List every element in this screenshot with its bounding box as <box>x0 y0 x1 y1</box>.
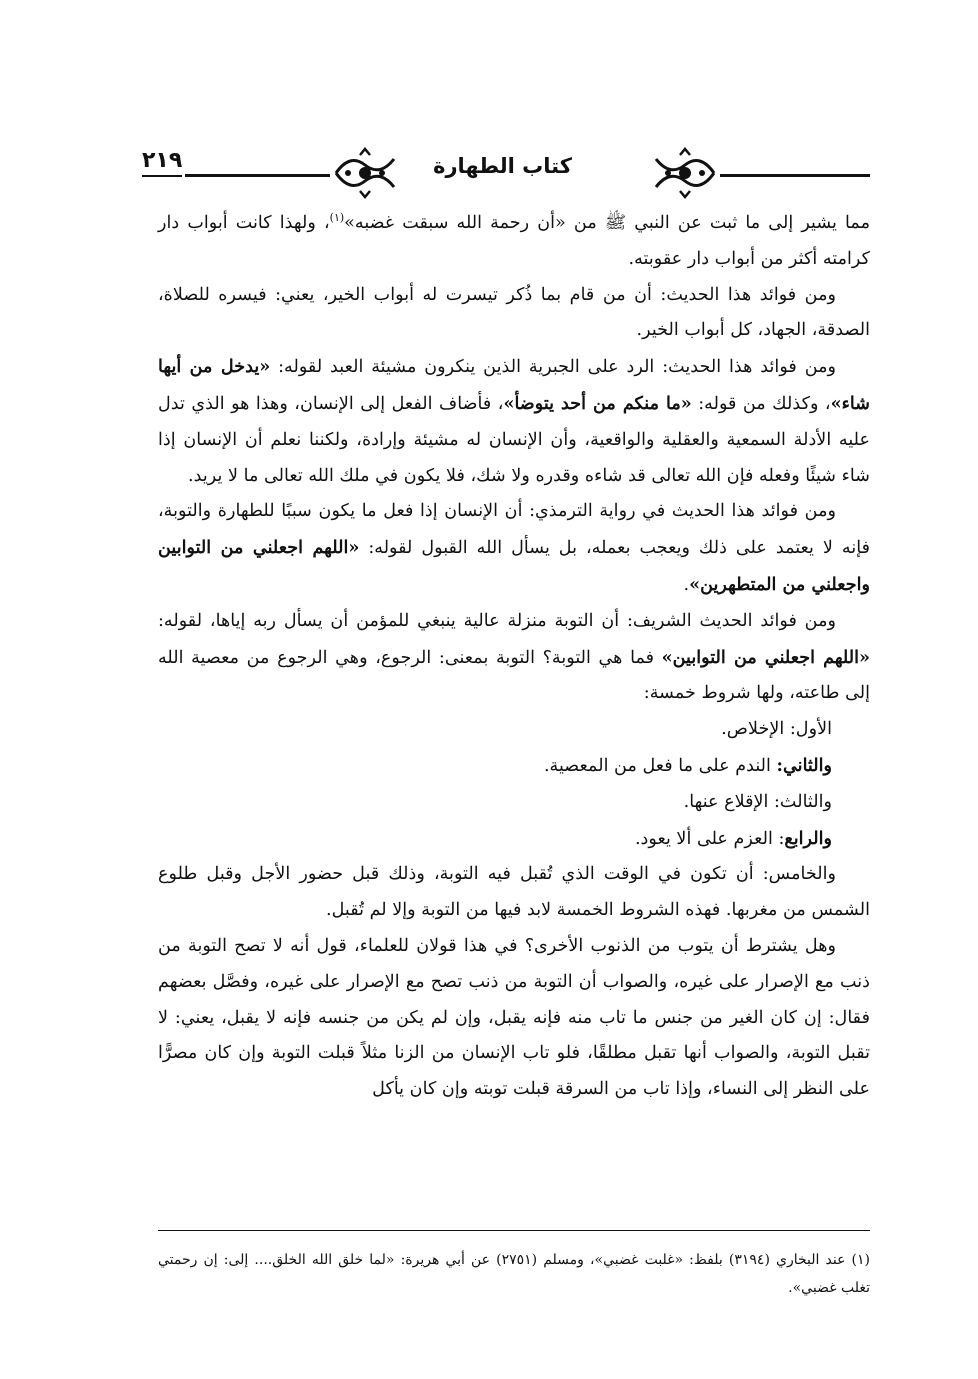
paragraph-text: ، وكذلك من قوله: <box>691 393 831 414</box>
hadith-quote: «يدخل من أيها شاء» <box>158 356 870 414</box>
header-ornament-right-icon <box>650 145 720 201</box>
paragraph <box>158 349 870 494</box>
header-rule-left <box>185 174 330 177</box>
paragraph-text: فما هي التوبة؟ التوبة بمعنى: الرجوع، وهي الرجوع من معصية الله إلى طاعته، ولها شروط خمسة: <box>158 647 870 704</box>
condition-label: والثاني: <box>776 754 832 776</box>
hadith-quote: «اللهم اجعلني من التوابين واجعلني من المتطهرين» <box>158 537 870 595</box>
footnote-marker: (١) <box>329 211 345 225</box>
paragraph-text: ومن فوائد الحديث الشريف: أن التوبة منزلة عالية ينبغي للمؤمن أن يسأل ربه إياها، لقوله: <box>158 610 836 631</box>
condition-text: : العزم على ألا يعود. <box>634 828 785 849</box>
condition-item: والثالث: الإقلاع عنها. <box>683 791 832 812</box>
hadith-quote: «ما منكم من أحد يتوضأ» <box>503 392 692 414</box>
paragraph-text: ، فأضاف الفعل إلى الإنسان، وهذا هو الذي تدل عليه الأدلة السمعية والعقلية والواقعية، وأن الإنسان له مشيئة وإرادة، ولكننا نعلم أن الإنسان إذا شاء شيئًا وفعله فإن الله تعالى قد شاءه وقدره ولا شك، فلا يكون في ملك الله تعالى ما لا يريد. <box>158 393 870 486</box>
main-text <box>158 206 870 1108</box>
footnote-divider <box>158 1230 870 1231</box>
paragraph: وهل يشترط أن يتوب من الذنوب الأخرى؟ في هذا قولان للعلماء، قول أنه لا تصح التوبة من ذنب مع الإصرار على غيره، والصواب أن التوبة من ذنب تصح مع الإصرار على غيره، وفصَّل بعضهم فقال: إن كان الغير من جنس ما تاب منه فإنه يقبل، وإن لم يكن من جنسه فإنه لا يقبل، يعني: لا تقبل التوبة، والصواب أنها تقبل مطلقًا، فلو تاب الإنسان من الزنا مثلاً قبلت التوبة وإن كان مصرًّا على النظر إلى النساء، وإذا تاب من السرقة قبلت توبته وإن كان يأكل <box>158 935 870 1100</box>
condition-item <box>158 748 870 785</box>
page-number: ٢١٩ <box>142 148 182 177</box>
condition-text: الندم على ما فعل من المعصية. <box>543 755 777 776</box>
header-ornament-left-icon <box>330 145 400 201</box>
paragraph-text: ، ولهذا كانت أبواب دار كرامته أكثر من أبواب دار عقوبته. <box>158 213 870 269</box>
paragraph-text: ومن فوائد هذا الحديث في رواية الترمذي: أن الإنسان إذا فعل ما يكون سببًا للطهارة والتوبة، فإنه لا يعتمد على ذلك ويعجب بعمله، بل يسأل الله القبول لقوله: <box>158 501 870 559</box>
header-rule-right <box>720 174 870 177</box>
page-header <box>130 140 875 210</box>
paragraph: والخامس: أن تكون في الوقت الذي تُقبل فيه التوبة، وذلك قبل حضور الأجل وقبل طلوع الشمس من مغربها. فهذه الشروط الخمسة لابد فيها من التوبة وإلا لم تُقبل. <box>158 864 870 921</box>
paragraph-text: ومن فوائد هذا الحديث: الرد على الجبرية الذين ينكرون مشيئة العبد لقوله: <box>270 357 837 378</box>
condition-label: والرابع <box>784 827 832 849</box>
book-title: كتاب الطهارة <box>433 154 572 178</box>
condition-item: الأول: الإخلاص. <box>721 719 832 740</box>
paragraph <box>158 604 870 712</box>
paragraph-text: مما يشير إلى ما ثبت عن النبي ﷺ من «أن رحمة الله سبقت غضبه» <box>344 213 870 233</box>
footnote: (١) عند البخاري (٣١٩٤) بلفظ: «غلبت غضبي»، ومسلم (٢٧٥١) عن أبي هريرة: «لما خلق الله الخلق.... إلى: إن رحمتي تغلب غضبي». <box>158 1252 870 1296</box>
paragraph: ومن فوائد هذا الحديث: أن من قام بما ذُكر تيسرت له أبواب الخير، يعني: فيسره للصلاة، الصدقة، الجهاد، كل أبواب الخير. <box>158 284 870 341</box>
paragraph-text: . <box>683 574 690 595</box>
paragraph <box>158 494 870 603</box>
paragraph <box>158 206 870 278</box>
hadith-quote: «اللهم اجعلني من التوابين» <box>661 646 870 668</box>
condition-item <box>158 821 870 858</box>
